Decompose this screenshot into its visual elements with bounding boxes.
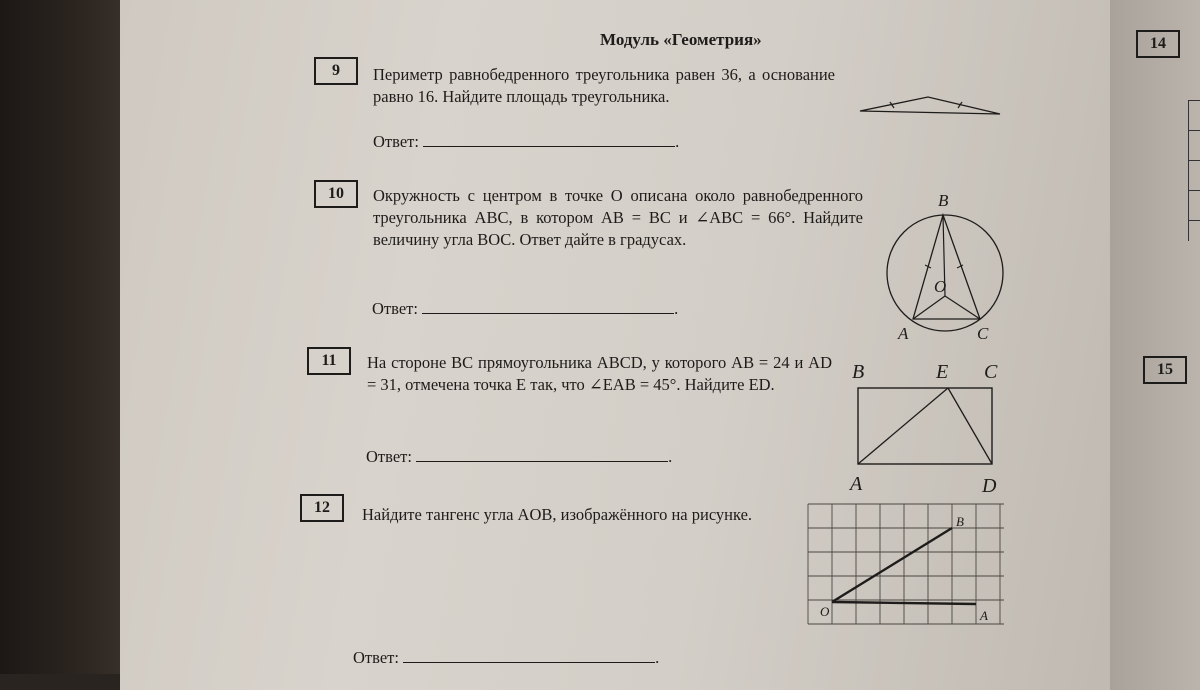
table-line [1188, 130, 1200, 131]
table-line [1188, 160, 1200, 161]
label-B: B [956, 514, 964, 529]
module-title: Модуль «Геометрия» [600, 30, 762, 49]
table-line [1188, 190, 1200, 191]
label-A: A [898, 324, 909, 343]
label-B: B [852, 361, 865, 383]
task-9-answer: Ответ: . [373, 132, 680, 151]
answer-label: Ответ: [353, 648, 399, 667]
task-number-12: 12 [300, 494, 344, 522]
answer-line [423, 130, 675, 147]
task-10-answer: Ответ: . [372, 299, 679, 318]
task-11-answer: Ответ: . [366, 447, 673, 466]
task-9-figure [850, 88, 1010, 128]
answer-line [403, 646, 655, 663]
label-A: A [980, 608, 988, 623]
task-12-text: Найдите тангенс угла AOB, изображённого на рисунке. [362, 505, 753, 524]
table-line [1188, 220, 1200, 221]
task-10-figure [880, 188, 1010, 348]
label-O: O [820, 604, 830, 619]
answer-label: Ответ: [366, 447, 412, 466]
task-11-figure [840, 358, 1015, 498]
answer-label: Ответ: [373, 132, 419, 151]
label-C: C [984, 361, 998, 383]
task-number-11: 11 [307, 347, 351, 375]
label-E: E [936, 361, 949, 383]
task-number-10: 10 [314, 180, 358, 208]
label-A: A [850, 473, 863, 495]
task-9-text: Периметр равнобедренного треугольника равен 36, а основание равно 16. Найдите площадь треугольника. [373, 65, 835, 106]
task-10-text: Окружность с центром в точке O описана около равнобедренного треугольника ABC, в котором AB = BC и ∠ABC = 66°. Найдите величину угла BOC. Ответ дайте в градусах. [373, 186, 863, 249]
label-O: O [934, 277, 947, 296]
label-C: C [977, 324, 989, 343]
answer-label: Ответ: [372, 299, 418, 318]
label-D: D [982, 475, 997, 497]
adjacent-page [1110, 0, 1200, 690]
label-B: B [938, 191, 949, 210]
task-12-answer: Ответ: . [353, 648, 660, 667]
task-11-text: На стороне BC прямоугольника ABCD, у которого AB = 24 и AD = 31, отмечена точка E так, что ∠EAB = 45°. Найдите ED. [367, 353, 832, 394]
task-12-figure [800, 500, 1010, 630]
answer-line [416, 445, 668, 462]
side-number-15: 15 [1143, 356, 1187, 384]
task-number-9: 9 [314, 57, 358, 85]
background-shadow [0, 0, 130, 674]
side-number-14: 14 [1136, 30, 1180, 58]
answer-line [422, 297, 674, 314]
